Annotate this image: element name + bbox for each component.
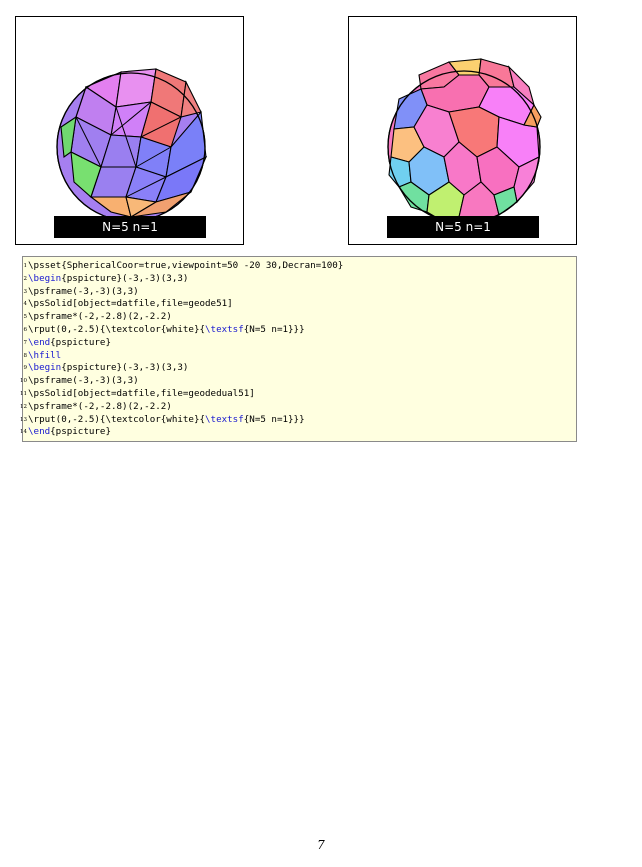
- code-line: [23, 273, 576, 286]
- code-listing: [22, 256, 577, 442]
- code-line: [23, 337, 576, 350]
- code-line: [20, 387, 576, 401]
- code-text: \psset{SphericalCoor=true,viewpoint=50 -20 30,Decran=100}: [28, 260, 344, 271]
- line-number: 2: [23, 275, 27, 282]
- code-text: \psframe(-3,-3)(3,3): [28, 285, 139, 297]
- line-number: 3: [23, 288, 27, 295]
- figure-caption: N=5 n=1: [387, 216, 539, 238]
- line-number: 13: [20, 416, 27, 423]
- code-text: {N=5 n=1}}}: [243, 413, 305, 425]
- geode-sphere-graphic: [16, 17, 245, 246]
- code-text: \psframe*(-2,-2.8)(2,-2.2): [28, 311, 172, 323]
- code-text: {pspicture}(-3,-3)(3,3): [61, 362, 189, 374]
- page-number: 7: [317, 838, 325, 852]
- code-keyword: \end: [28, 426, 51, 438]
- code-text: \psSolid[object=datfile,file=geode51]: [28, 298, 233, 310]
- code-text: {pspicture}: [50, 336, 111, 348]
- geode-figure: [15, 16, 244, 245]
- line-number: 4: [23, 301, 27, 308]
- code-text: {pspicture}(-3,-3)(3,3): [61, 272, 189, 284]
- line-number: 9: [23, 365, 27, 372]
- line-number: 8: [23, 352, 27, 359]
- code-line: [20, 400, 576, 414]
- code-text: \psframe*(-2,-2.8)(2,-2.2): [28, 400, 172, 412]
- code-line: [23, 350, 576, 363]
- line-number: 12: [20, 403, 27, 410]
- code-text: {N=5 n=1}}}: [243, 323, 305, 335]
- line-number: 1: [23, 263, 27, 269]
- code-line: [20, 375, 576, 388]
- code-line: [23, 362, 576, 375]
- line-number: 11: [20, 390, 27, 397]
- line-number: 14: [20, 429, 27, 436]
- code-line: [23, 260, 576, 273]
- code-text: \psframe(-3,-3)(3,3): [28, 375, 139, 387]
- line-number: 10: [20, 378, 27, 385]
- code-text: \psSolid[object=datfile,file=geodedual51]: [28, 387, 255, 399]
- figure-caption: N=5 n=1: [54, 216, 206, 238]
- code-line: [23, 298, 576, 311]
- code-text: \rput(0,-2.5){\textcolor{white}{: [28, 323, 206, 335]
- code-line: [23, 324, 576, 337]
- code-keyword: \begin: [28, 362, 62, 374]
- line-number: 7: [23, 339, 27, 346]
- code-line: [23, 286, 576, 299]
- line-number: 6: [23, 326, 27, 333]
- code-line: [23, 311, 576, 324]
- code-keyword: \textsf: [205, 323, 244, 335]
- code-keyword: \textsf: [205, 413, 244, 425]
- code-text: \rput(0,-2.5){\textcolor{white}{: [28, 413, 206, 425]
- code-keyword: \end: [28, 336, 51, 348]
- geode-dual-figure: [348, 16, 577, 245]
- code-text: {pspicture}: [50, 426, 111, 438]
- line-number: 5: [23, 314, 27, 321]
- code-line: [20, 426, 576, 439]
- geode-dual-sphere-graphic: [349, 17, 578, 246]
- code-line: [20, 413, 576, 427]
- code-keyword: \hfill: [28, 349, 62, 361]
- code-keyword: \begin: [28, 272, 62, 284]
